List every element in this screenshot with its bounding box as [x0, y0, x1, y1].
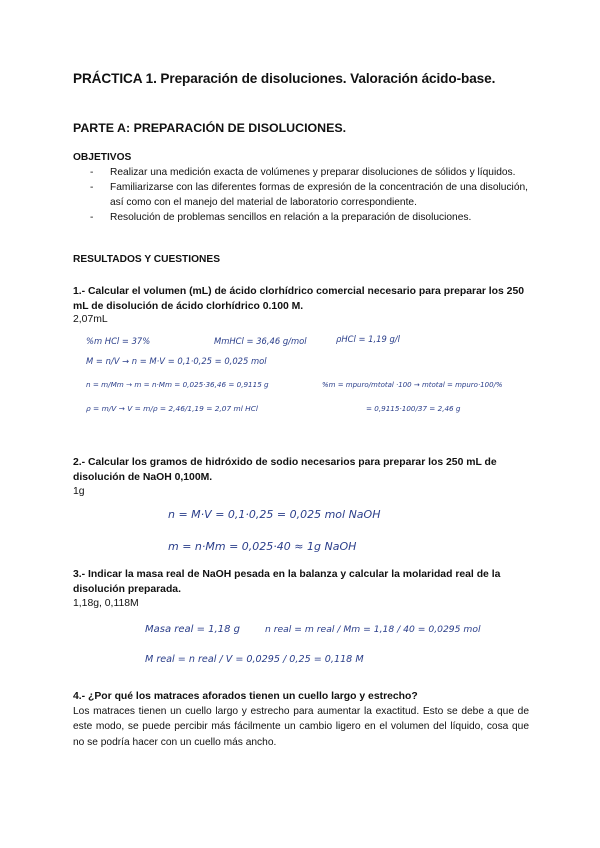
hw-line: = 0,9115·100/37 = 2,46 g — [366, 404, 461, 413]
answer-2: 1g — [73, 486, 85, 497]
list-item: - Resolución de problemas sencillos en relación a la preparación de disoluciones. — [90, 210, 528, 225]
page-title: PRÁCTICA 1. Preparación de disoluciones. Valoración ácido-base. — [73, 71, 496, 86]
hw-line: n = M·V = 0,1·0,25 = 0,025 mol NaOH — [168, 508, 381, 521]
resultados-heading: RESULTADOS Y CUESTIONES — [73, 254, 220, 265]
question-1: 1.- Calcular el volumen (mL) de ácido clorhídrico comercial necesario para preparar los 250 mL de disolución de ácido clorhídrico 0.100 M. — [73, 286, 525, 312]
question-3: 3.- Indicar la masa real de NaOH pesada en la balanza y calcular la molaridad real de la disolución preparada. — [73, 569, 501, 595]
hw-line: ρHCl = 1,19 g/l — [336, 334, 400, 344]
hw-line: n real = m real / Mm = 1,18 / 40 = 0,0295 mol — [265, 624, 481, 635]
answer-3: 1,18g, 0,118M — [73, 598, 139, 609]
section-heading: PARTE A: PREPARACIÓN DE DISOLUCIONES. — [73, 121, 347, 135]
question-2: 2.- Calcular los gramos de hidróxido de sodio necesarios para preparar los 250 mL de disolución de NaOH 0,100M. — [73, 457, 497, 483]
objetivos-list — [90, 165, 528, 225]
answer-4: Los matraces tienen un cuello largo y estrecho para aumentar la exactitud. Esto se debe a que de este modo, se puede percibir más fácilmente un cambio ligero en el volumen del líquido, cosa que no se podría hacer con un cuello más ancho. — [73, 706, 529, 748]
hw-line: %m HCl = 37% — [86, 336, 151, 346]
hw-line: M = n/V → n = M·V = 0,1·0,25 = 0,025 mol — [86, 356, 267, 366]
question-4: 4.- ¿Por qué los matraces aforados tienen un cuello largo y estrecho? — [73, 691, 418, 702]
hw-line: M real = n real / V = 0,0295 / 0,25 = 0,118 M — [145, 654, 364, 665]
handwritten-calculation-2 — [168, 500, 468, 558]
handwritten-calculation-3 — [145, 612, 525, 674]
handwritten-calculation-1 — [86, 325, 536, 425]
list-item: - Realizar una medición exacta de volúmenes y preparar disoluciones de sólidos y líquidos. — [90, 165, 528, 180]
list-item: - Familiarizarse con las diferentes formas de expresión de la concentración de una disolución, así como con el manejo del material de laboratorio correspondiente. — [90, 180, 528, 210]
hw-line: ρ = m/V → V = m/ρ = 2,46/1,19 = 2,07 ml HCl — [86, 404, 258, 413]
hw-line: Masa real = 1,18 g — [145, 624, 240, 635]
answer-1: 2,07mL — [73, 314, 108, 325]
hw-line: m = n·Mm = 0,025·40 ≈ 1g NaOH — [168, 540, 357, 553]
hw-line: n = m/Mm → m = n·Mm = 0,025·36,46 = 0,9115 g — [86, 380, 269, 389]
hw-line: %m = mpuro/mtotal ·100 → mtotal = mpuro·100/% — [322, 381, 503, 389]
objetivos-heading: OBJETIVOS — [73, 152, 132, 163]
hw-line: MmHCl = 36,46 g/mol — [214, 336, 307, 346]
